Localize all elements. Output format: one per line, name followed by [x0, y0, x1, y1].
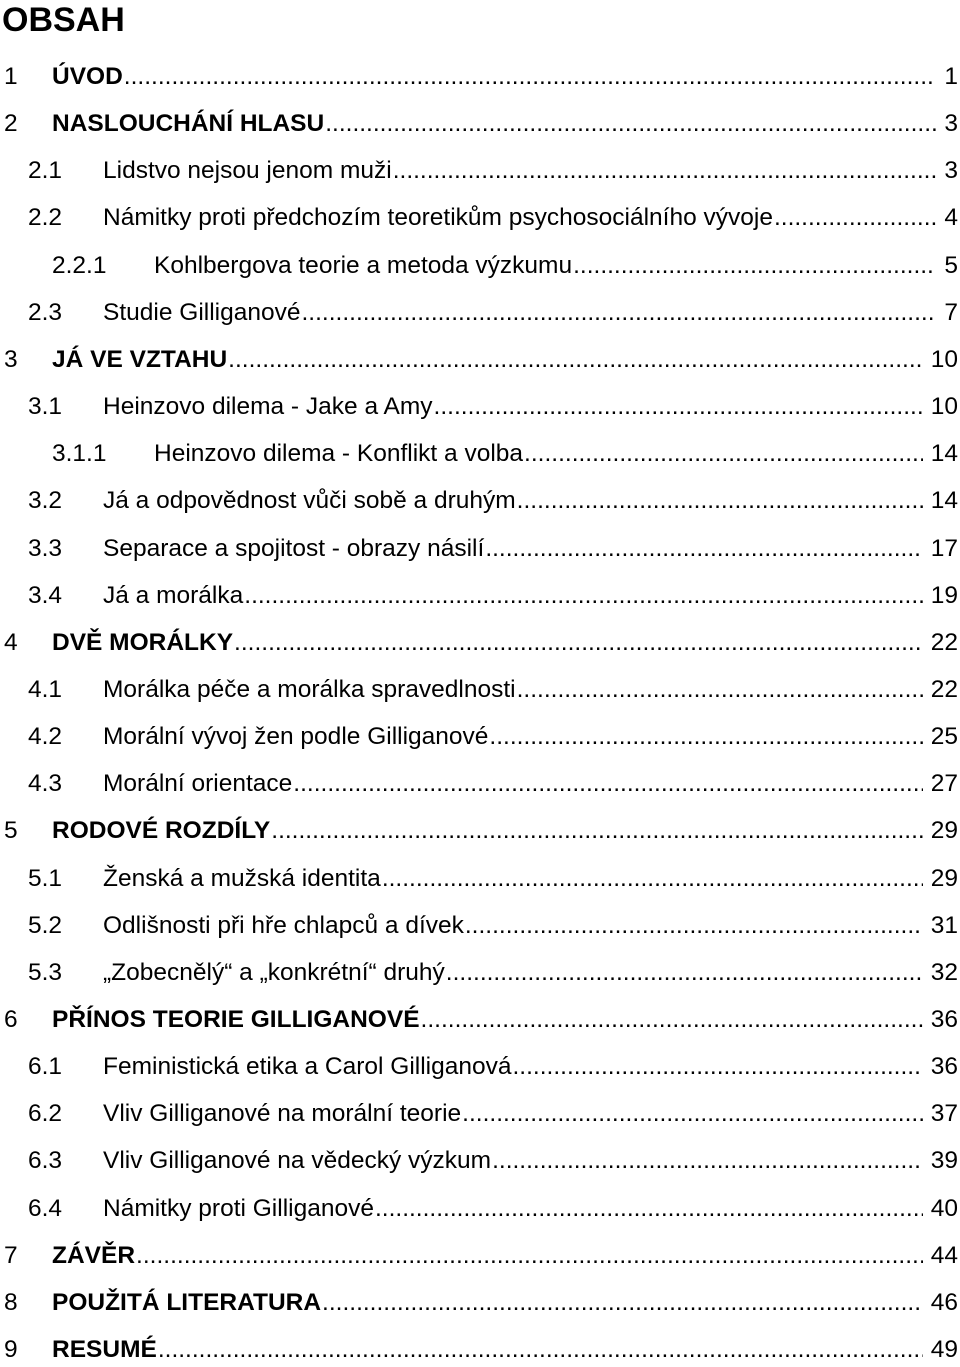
toc-entry-number: 2.1: [28, 157, 63, 184]
toc-entry-number: 2: [4, 110, 18, 137]
toc-dot-leader: [516, 484, 923, 518]
toc-entry[interactable]: [0, 1050, 960, 1084]
toc-entry-title[interactable]: Kohlbergova teorie a metoda výzkumu: [154, 252, 573, 279]
toc-entry-line: [103, 909, 960, 943]
toc-dot-leader: [572, 249, 936, 283]
toc-entry-number: 6: [4, 1006, 18, 1033]
toc-entry-page: 39: [930, 1147, 958, 1174]
toc-dot-leader: [227, 343, 923, 377]
toc-entry-title[interactable]: Heinzovo dilema - Jake a Amy: [103, 393, 433, 420]
toc-entry-title[interactable]: Morální orientace: [103, 770, 293, 797]
toc-entry-title[interactable]: RESUMÉ: [52, 1336, 157, 1363]
toc-dot-leader: [233, 626, 923, 660]
toc-dot-leader: [374, 1192, 923, 1226]
toc-entry-number: 4.3: [28, 770, 63, 797]
toc-entry-title[interactable]: ÚVOD: [52, 63, 123, 90]
toc-entry-title[interactable]: Heinzovo dilema - Konflikt a volba: [154, 440, 524, 467]
toc-entry-line: [52, 626, 960, 660]
toc-entry-number: 5.3: [28, 959, 63, 986]
toc-entry-line: [103, 201, 960, 235]
toc-entry-line: [154, 249, 960, 283]
toc-entry-page: 22: [930, 676, 958, 703]
toc-dot-leader: [773, 201, 936, 235]
toc-entry[interactable]: [0, 201, 960, 235]
toc-entry-title[interactable]: Separace a spojitost - obrazy násilí: [103, 535, 485, 562]
toc-entry-title[interactable]: PŘÍNOS TEORIE GILLIGANOVÉ: [52, 1006, 420, 1033]
toc-entry-page: 32: [930, 959, 958, 986]
toc-entry-title[interactable]: Odlišnosti při hře chlapců a dívek: [103, 912, 464, 939]
toc-entry-title[interactable]: Vliv Gilliganové na morální teorie: [103, 1100, 462, 1127]
toc-entry-number: 6.1: [28, 1053, 63, 1080]
toc-dot-leader: [491, 1144, 923, 1178]
toc-entry[interactable]: [0, 532, 960, 566]
toc-entry[interactable]: [0, 1286, 960, 1320]
toc-entry-page: 14: [930, 487, 958, 514]
toc-entry[interactable]: [0, 956, 960, 990]
toc-entry-line: [103, 532, 960, 566]
toc-entry-title[interactable]: Ženská a mužská identita: [103, 865, 381, 892]
toc-entry-title[interactable]: Lidstvo nejsou jenom muži: [103, 157, 392, 184]
toc-entry-line: [103, 390, 960, 424]
toc-entry-page: 5: [944, 252, 958, 279]
toc-entry-page: 3: [944, 110, 958, 137]
toc-entry-number: 3.2: [28, 487, 63, 514]
toc-entry[interactable]: [0, 390, 960, 424]
toc-entry-title[interactable]: DVĚ MORÁLKY: [52, 629, 234, 656]
toc-entry[interactable]: [0, 1239, 960, 1273]
toc-entry-page: 7: [944, 299, 958, 326]
toc-entry-page: 49: [930, 1336, 958, 1363]
toc-entry-line: [52, 60, 960, 94]
toc-entry-number: 4.2: [28, 723, 63, 750]
toc-dot-leader: [135, 1239, 923, 1273]
toc-entry-line: [154, 437, 960, 471]
toc-dot-leader: [300, 296, 936, 330]
toc-entry[interactable]: [0, 814, 960, 848]
toc-entry[interactable]: [0, 343, 960, 377]
toc-entry-title[interactable]: NASLOUCHÁNÍ HLASU: [52, 110, 325, 137]
toc-entry-title[interactable]: JÁ VE VZTAHU: [52, 346, 228, 373]
toc-entry-number: 3.1.1: [52, 440, 107, 467]
toc-entry-page: 27: [930, 770, 958, 797]
toc-entry-title[interactable]: „Zobecnělý“ a „konkrétní“ druhý: [103, 959, 445, 986]
toc-dot-leader: [445, 956, 923, 990]
toc-entry-line: [52, 343, 960, 377]
toc-entry-title[interactable]: ZÁVĚR: [52, 1242, 136, 1269]
toc-dot-leader: [270, 814, 922, 848]
toc-entry-line: [52, 1286, 960, 1320]
toc-dot-leader: [392, 154, 937, 188]
toc-entry-number: 4.1: [28, 676, 63, 703]
toc-dot-leader: [420, 1003, 923, 1037]
toc-entry-page: 10: [930, 393, 958, 420]
toc-entry-line: [103, 484, 960, 518]
toc-entry-title[interactable]: RODOVÉ ROZDÍLY: [52, 817, 271, 844]
toc-entry-page: 36: [930, 1006, 958, 1033]
toc-entry[interactable]: [0, 107, 960, 141]
toc-entry-line: [52, 107, 960, 141]
toc-entry-line: [103, 154, 960, 188]
toc-entry[interactable]: [0, 154, 960, 188]
toc-entry-number: 2.3: [28, 299, 63, 326]
toc-dot-leader: [461, 1097, 923, 1131]
toc-entry-line: [103, 673, 960, 707]
toc-dot-leader: [292, 767, 922, 801]
toc-entry-number: 2.2.1: [52, 252, 107, 279]
toc-entry-number: 3.1: [28, 393, 63, 420]
toc-entry-line: [103, 579, 960, 613]
toc-entry[interactable]: [0, 579, 960, 613]
toc-entry-title[interactable]: Morálka péče a morálka spravedlnosti: [103, 676, 516, 703]
toc-entry-page: 17: [930, 535, 958, 562]
toc-entry-title[interactable]: Námitky proti předchozím teoretikům psychosociálního vývoje: [103, 204, 773, 231]
toc-entry-page: 10: [930, 346, 958, 373]
toc-entry[interactable]: [0, 909, 960, 943]
toc-dot-leader: [484, 532, 922, 566]
toc-entry-page: 29: [930, 865, 958, 892]
toc-entry-page: 22: [930, 629, 958, 656]
toc-entry-line: [103, 862, 960, 896]
toc-entry-page: 19: [930, 582, 958, 609]
toc-entry-number: 5.2: [28, 912, 63, 939]
toc-dot-leader: [488, 720, 922, 754]
toc-entry-page: 36: [930, 1053, 958, 1080]
toc-entry-page: 40: [930, 1195, 958, 1222]
toc-entry-number: 5.1: [28, 865, 63, 892]
toc-dot-leader: [324, 107, 936, 141]
toc-dot-leader: [243, 579, 922, 613]
toc-entry-line: [52, 1239, 960, 1273]
toc-entry-number: 3: [4, 346, 18, 373]
toc-entry-number: 6.3: [28, 1147, 63, 1174]
toc-entry-number: 4: [4, 629, 18, 656]
toc-entry-page: 31: [930, 912, 958, 939]
toc-entry-line: [52, 814, 960, 848]
toc-entry-number: 9: [4, 1336, 18, 1363]
toc-dot-leader: [433, 390, 923, 424]
toc-entry[interactable]: [0, 767, 960, 801]
toc-entry-title[interactable]: POUŽITÁ LITERATURA: [52, 1289, 322, 1316]
toc-entry-number: 2.2: [28, 204, 63, 231]
toc-entry[interactable]: [0, 1003, 960, 1037]
toc-entry-title[interactable]: Námitky proti Gilliganové: [103, 1195, 374, 1222]
toc-entry-page: 14: [930, 440, 958, 467]
toc-dot-leader: [381, 862, 923, 896]
toc-entry[interactable]: [0, 626, 960, 660]
toc-dot-leader: [512, 1050, 923, 1084]
toc-entry[interactable]: [0, 437, 960, 471]
toc-entry-page: 29: [930, 817, 958, 844]
toc-entry-line: [103, 1050, 960, 1084]
toc-dot-leader: [123, 60, 937, 94]
toc-entry-line: [103, 1192, 960, 1226]
toc-entry-title[interactable]: Morální vývoj žen podle Gilliganové: [103, 723, 489, 750]
toc-entry-number: 1: [4, 63, 18, 90]
toc-entry-page: 46: [930, 1289, 958, 1316]
toc-entry-number: 8: [4, 1289, 18, 1316]
toc-entry-title[interactable]: Já a odpovědnost vůči sobě a druhým: [103, 487, 516, 514]
toc-entry-number: 6.2: [28, 1100, 63, 1127]
toc-entry-line: [103, 720, 960, 754]
toc-entry[interactable]: [0, 720, 960, 754]
toc-dot-leader: [321, 1286, 923, 1320]
toc-entry[interactable]: [0, 862, 960, 896]
toc-entry-page: 3: [944, 157, 958, 184]
toc-entry-number: 3.3: [28, 535, 63, 562]
toc-entry-page: 44: [930, 1242, 958, 1269]
toc-entry[interactable]: [0, 249, 960, 283]
page-title: OBSAH: [2, 1, 125, 39]
toc-dot-leader: [523, 437, 923, 471]
toc-entry[interactable]: [0, 673, 960, 707]
toc-entry-title[interactable]: Já a morálka: [103, 582, 244, 609]
toc-entry[interactable]: [0, 1097, 960, 1131]
toc-entry-number: 5: [4, 817, 18, 844]
toc-entry-number: 3.4: [28, 582, 63, 609]
toc-entry-title[interactable]: Feministická etika a Carol Gilliganová: [103, 1053, 512, 1080]
toc-entry[interactable]: [0, 484, 960, 518]
toc-entry-line: [52, 1003, 960, 1037]
toc-entry-title[interactable]: Vliv Gilliganové na vědecký výzkum: [103, 1147, 492, 1174]
toc-entry-line: [103, 296, 960, 330]
toc-entry-page: 25: [930, 723, 958, 750]
toc-entry-number: 6.4: [28, 1195, 63, 1222]
toc-entry-title[interactable]: Studie Gilliganové: [103, 299, 301, 326]
toc-entry-line: [103, 1097, 960, 1131]
toc-entry[interactable]: [0, 296, 960, 330]
toc-entry-page: 4: [944, 204, 958, 231]
toc-entry-line: [103, 767, 960, 801]
toc-entry[interactable]: [0, 1144, 960, 1178]
toc-entry-page: 1: [944, 63, 958, 90]
toc-entry-page: 37: [930, 1100, 958, 1127]
toc-entry-number: 7: [4, 1242, 18, 1269]
toc-entry[interactable]: [0, 60, 960, 94]
toc-entry-line: [103, 1144, 960, 1178]
toc-entry[interactable]: [0, 1192, 960, 1226]
toc-dot-leader: [464, 909, 923, 943]
toc-entry-line: [103, 956, 960, 990]
toc-dot-leader: [516, 673, 923, 707]
